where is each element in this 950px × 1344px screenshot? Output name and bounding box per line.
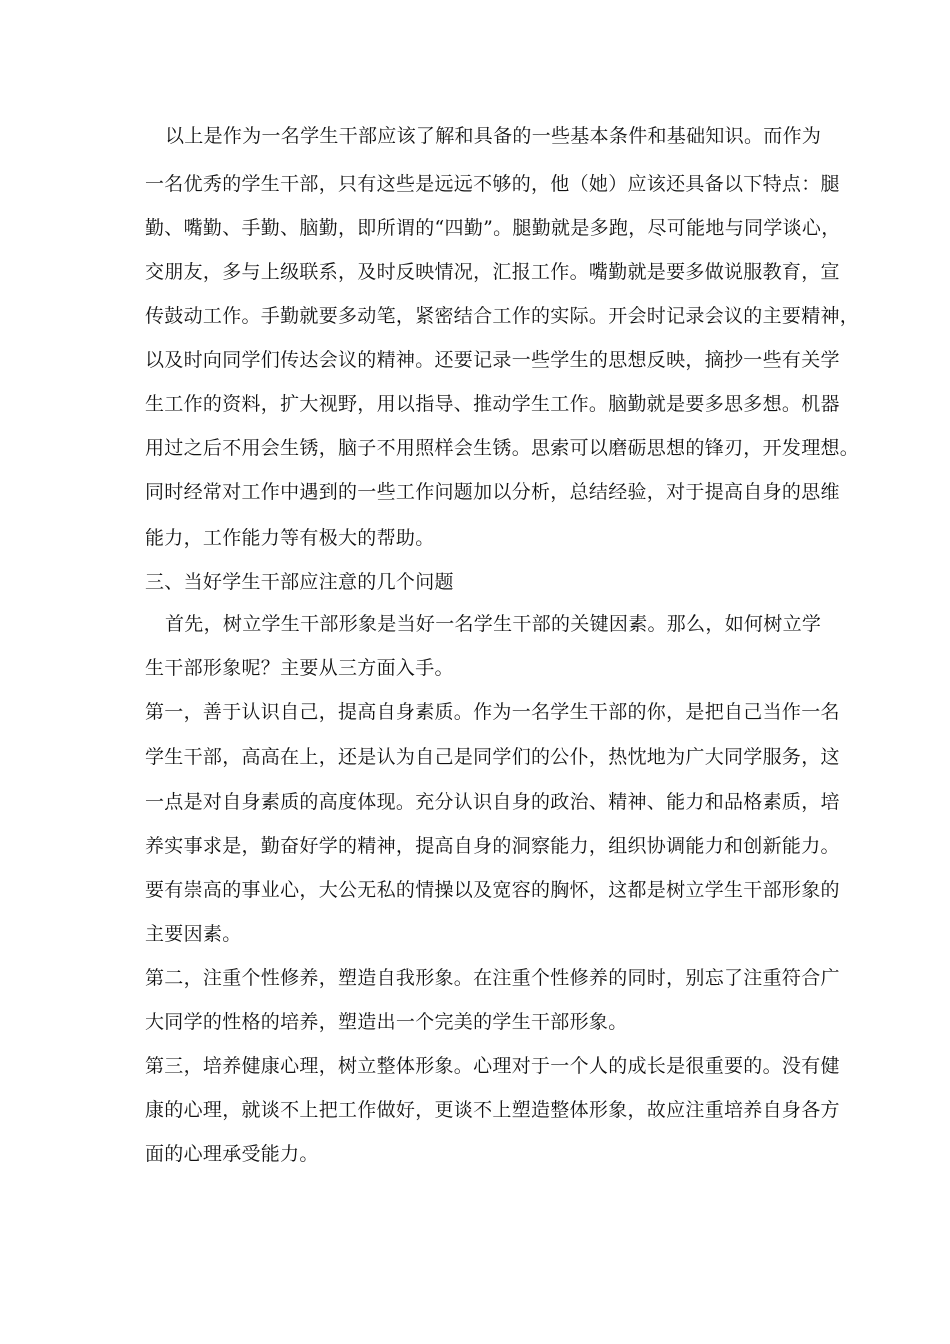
paragraph-2-line-2: 生干部形象呢？主要从三方面入手。 — [145, 657, 454, 679]
paragraph-1-line-6: 以及时向同学们传达会议的精神。还要记录一些学生的思想反映，摘抄一些有关学 — [145, 349, 840, 371]
paragraph-5-line-1: 第三，培养健康心理，树立整体形象。心理对于一个人的成长是很重要的。没有健 — [145, 1055, 840, 1077]
paragraph-1-line-9: 同时经常对工作中遇到的一些工作问题加以分析，总结经验，对于提高自身的思维 — [145, 481, 840, 503]
paragraph-4-line-2: 大同学的性格的培养，塑造出一个完美的学生干部形象。 — [145, 1011, 628, 1033]
paragraph-1-line-7: 生工作的资料，扩大视野，用以指导、推动学生工作。脑勤就是要多思多想。机器 — [145, 393, 840, 415]
paragraph-3-line-6: 主要因素。 — [145, 923, 242, 945]
paragraph-1-line-10: 能力，工作能力等有极大的帮助。 — [145, 527, 435, 549]
paragraph-1-line-1: 以上是作为一名学生干部应该了解和具备的一些基本条件和基础知识。而作为 — [165, 125, 822, 147]
paragraph-3-line-3: 一点是对自身素质的高度体现。充分认识自身的政治、精神、能力和品格素质，培 — [145, 791, 840, 813]
paragraph-1-line-3: 勤、嘴勤、手勤、脑勤，即所谓的“四勤”。腿勤就是多跑，尽可能地与同学谈心， — [145, 217, 841, 239]
paragraph-3-line-4: 养实事求是，勤奋好学的精神，提高自身的洞察能力，组织协调能力和创新能力。 — [145, 835, 840, 857]
section-heading: 三、当好学生干部应注意的几个问题 — [145, 571, 454, 593]
paragraph-1-line-4: 交朋友，多与上级联系，及时反映情况，汇报工作。嘴勤就是要多做说服教育，宣 — [145, 261, 840, 283]
paragraph-1-line-2: 一名优秀的学生干部，只有这些是远远不够的，他（她）应该还具备以下特点：腿 — [145, 173, 840, 195]
paragraph-2-line-1: 首先，树立学生干部形象是当好一名学生干部的关键因素。那么，如何树立学 — [165, 613, 822, 635]
paragraph-1-line-5: 传鼓动工作。手勤就要多动笔，紧密结合工作的实际。开会时记录会议的主要精神， — [145, 305, 860, 327]
paragraph-3-line-5: 要有崇高的事业心，大公无私的情操以及宽容的胸怀，这都是树立学生干部形象的 — [145, 879, 840, 901]
paragraph-5-line-2: 康的心理，就谈不上把工作做好，更谈不上塑造整体形象，故应注重培养自身各方 — [145, 1099, 840, 1121]
paragraph-1-line-8: 用过之后不用会生锈，脑子不用照样会生锈。思索可以磨砺思想的锋刃，开发理想。 — [145, 437, 860, 459]
paragraph-4-line-1: 第二，注重个性修养，塑造自我形象。在注重个性修养的同时，别忘了注重符合广 — [145, 967, 840, 989]
paragraph-3-line-2: 学生干部，高高在上，还是认为自己是同学们的公仆，热忱地为广大同学服务，这 — [145, 746, 840, 768]
paragraph-3-line-1: 第一，善于认识自己，提高自身素质。作为一名学生干部的你，是把自己当作一名 — [145, 701, 840, 723]
paragraph-5-line-3: 面的心理承受能力。 — [145, 1143, 319, 1165]
